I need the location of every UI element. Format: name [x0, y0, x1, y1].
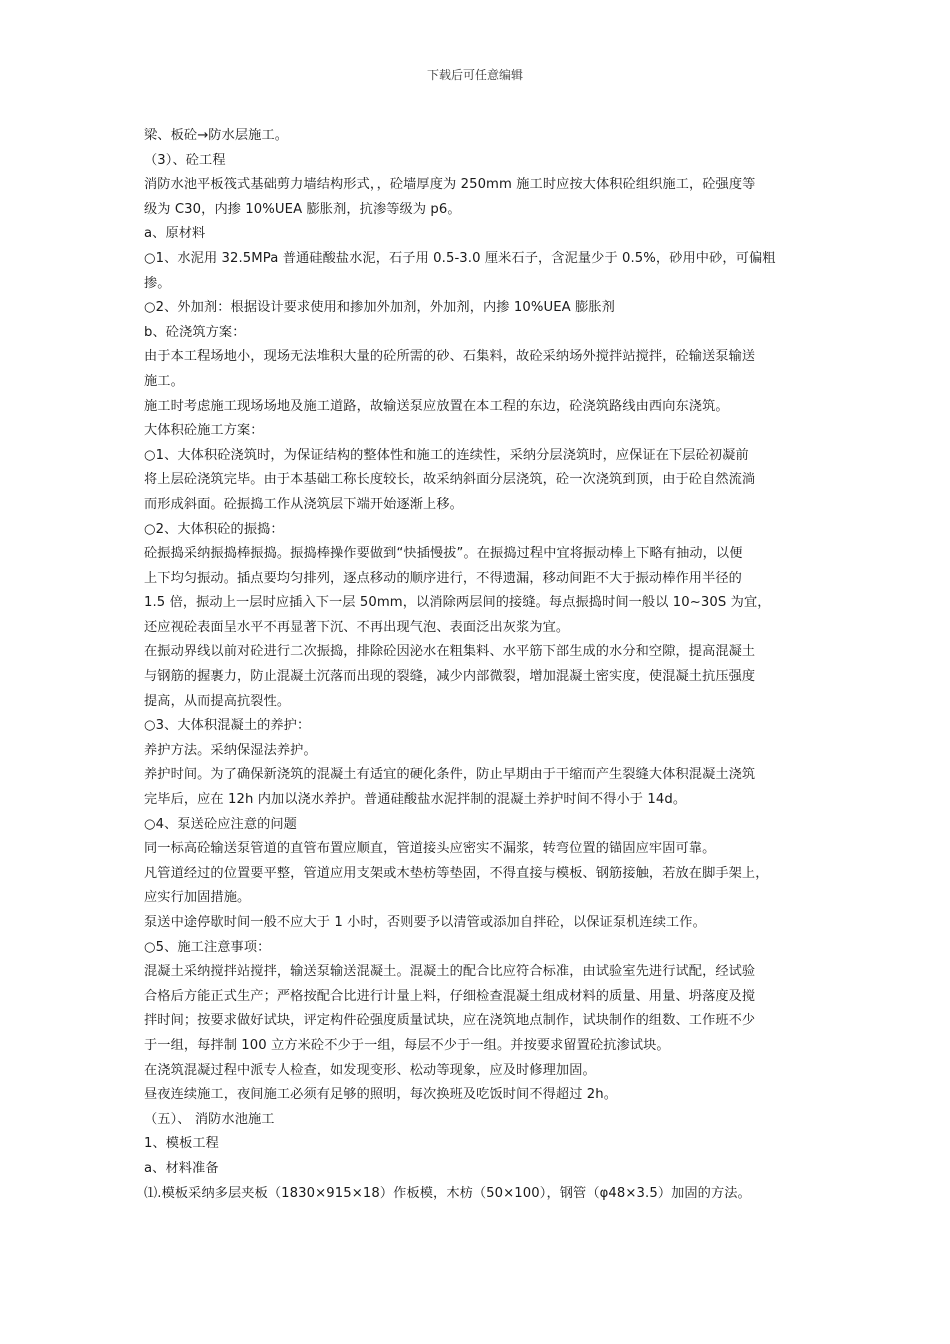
text-line: 泵送中途停歇时间一般不应大于 1 小时，否则要予以清管或添加自拌砼，以保证泵机连续工作。 [144, 915, 706, 930]
text-line: 昼夜连续施工，夜间施工必须有足够的照明，每次换班及吃饭时间不得超过 2h。 [144, 1087, 618, 1103]
text-line: 将上层砼浇筑完毕。由于本基础工称长度较长，故采纳斜面分层浇筑，砼一次浇筑到顶，由于砼自然流淌 [144, 472, 756, 488]
text-line: 施工。 [144, 373, 184, 389]
text-line: 与钢筋的握裹力，防止混凝土沉落而出现的裂缝，减少内部微裂，增加混凝土密实度，使混凝土抗压强度 [144, 669, 756, 685]
text-line: 而形成斜面。砼振捣工作从浇筑层下端开始逐渐上移。 [144, 496, 463, 512]
text-line: 于一组，每拌制 100 立方米砼不少于一组，每层不少于一组。并按要求留置砼抗渗试块。 [144, 1037, 670, 1053]
text-line: 还应视砼表面呈水平不再显著下沉、不再出现气泡、表面泛出灰浆为宜。 [144, 619, 570, 635]
text-line: 上下均匀振动。插点要均匀排列，逐点移动的顺序进行，不得遗漏，移动间距不大于振动棒作用半径的 [144, 570, 742, 586]
document-body [144, 124, 816, 1206]
text-line: 同一标高砼输送泵管道的直管布置应顺直，管道接头应密实不漏浆，转弯位置的锚固应牢固可靠。 [144, 841, 716, 857]
page-header: 下载后可任意编辑 [426, 68, 523, 82]
text-line: （五）、 消防水池施工 [144, 1111, 275, 1127]
text-line: 由于本工程场地小，现场无法堆积大量的砼所需的砂、石集料，故砼采纳场外搅拌站搅拌，砼输送泵输送 [144, 349, 756, 365]
text-line: 砼振捣采纳振捣棒振捣。振捣棒操作要做到“快插慢拔”。在振捣过程中宜将振动棒上下略有抽动，以便 [144, 546, 743, 562]
text-line: 消防水池平板筏式基础剪力墙结构形式，，砼墙厚度为 250mm 施工时应按大体积砼组织施工，砼强度等 [144, 177, 756, 193]
text-line: ○1、水泥用 32.5MPa 普通硅酸盐水泥，石子用 0.5-3.0 厘米石子，含泥量少于 0.5%，砂用中砂，可偏粗 [144, 250, 776, 266]
text-line: 在振动界线以前对砼进行二次振捣，排除砼因泌水在粗集料、水平筋下部生成的水分和空隙，提高混凝土 [144, 644, 756, 660]
text-line: 梁、板砼→防水层施工。 [144, 128, 289, 143]
text-line: 掺。 [144, 275, 171, 291]
text-line: ○1、大体积砼浇筑时，为保证结构的整体性和施工的连续性，采纳分层浇筑时，应保证在下层砼初凝前 [144, 447, 749, 463]
text-line: 养护方法。采纳保湿法养护。 [144, 742, 317, 758]
text-line: 在浇筑混凝过程中派专人检查，如发现变形、松动等现象，应及时修理加固。 [144, 1062, 596, 1078]
text-line: a、材料准备 [144, 1160, 219, 1176]
text-line: 应实行加固措施。 [144, 890, 251, 906]
text-line: ○4、泵送砼应注意的问题 [144, 816, 297, 832]
text-line: 施工时考虑施工现场场地及施工道路，故输送泵应放置在本工程的东边，砼浇筑路线由西向东浇筑。 [144, 398, 729, 414]
text-line: ○5、施工注意事项： [144, 939, 271, 955]
text-line: 大体积砼施工方案： [144, 423, 264, 439]
text-line: ○3、大体积混凝土的养护： [144, 718, 311, 734]
text-line: 1.5 倍，振动上一层时应插入下一层 50mm，以消除两层间的接缝。每点振捣时间一般以 10~30S 为宜， [144, 595, 771, 611]
text-line: ⑴.模板采纳多层夹板（1830×915×18）作板模，木枋（50×100），钢管（φ48×3.5）加固的方法。 [144, 1185, 751, 1201]
text-line: 合格后方能正式生产；严格按配合比进行计量上料，仔细检查混凝土组成材料的质量、用量、坍落度及搅 [144, 988, 756, 1004]
text-line: 级为 C30，内掺 10%UEA 膨胀剂，抗渗等级为 p6。 [144, 201, 461, 217]
text-line: 提高，从而提高抗裂性。 [144, 693, 291, 709]
text-line: 养护时间。为了确保新浇筑的混凝土有适宜的硬化条件，防止早期由于干缩而产生裂缝大体积混凝土浇筑 [144, 767, 756, 783]
text-line: 拌时间；按要求做好试块，评定构件砼强度质量试块，应在浇筑地点制作，试块制作的组数、工作班不少 [144, 1013, 756, 1029]
text-line: 完毕后，应在 12h 内加以浇水养护。普通硅酸盐水泥拌制的混凝土养护时间不得小于 14d。 [144, 792, 687, 808]
text-line: 混凝土采纳搅拌站搅拌，输送泵输送混凝土。混凝土的配合比应符合标准，由试验室先进行试配，经试验 [144, 964, 756, 980]
text-line: a、原材料 [144, 226, 206, 242]
text-line: 1、模板工程 [144, 1136, 219, 1152]
text-line: （3）、砼工程 [144, 152, 226, 168]
text-line: ○2、外加剂：根据设计要求使用和掺加外加剂，外加剂，内掺 10%UEA 膨胀剂 [144, 300, 615, 316]
text-line: 凡管道经过的位置要平整，管道应用支架或木垫枋等垫固，不得直接与模板、钢筋接触，若放在脚手架上， [144, 865, 769, 881]
text-line: b、砼浇筑方案： [144, 324, 246, 340]
text-line: ○2、大体积砼的振捣： [144, 521, 284, 537]
